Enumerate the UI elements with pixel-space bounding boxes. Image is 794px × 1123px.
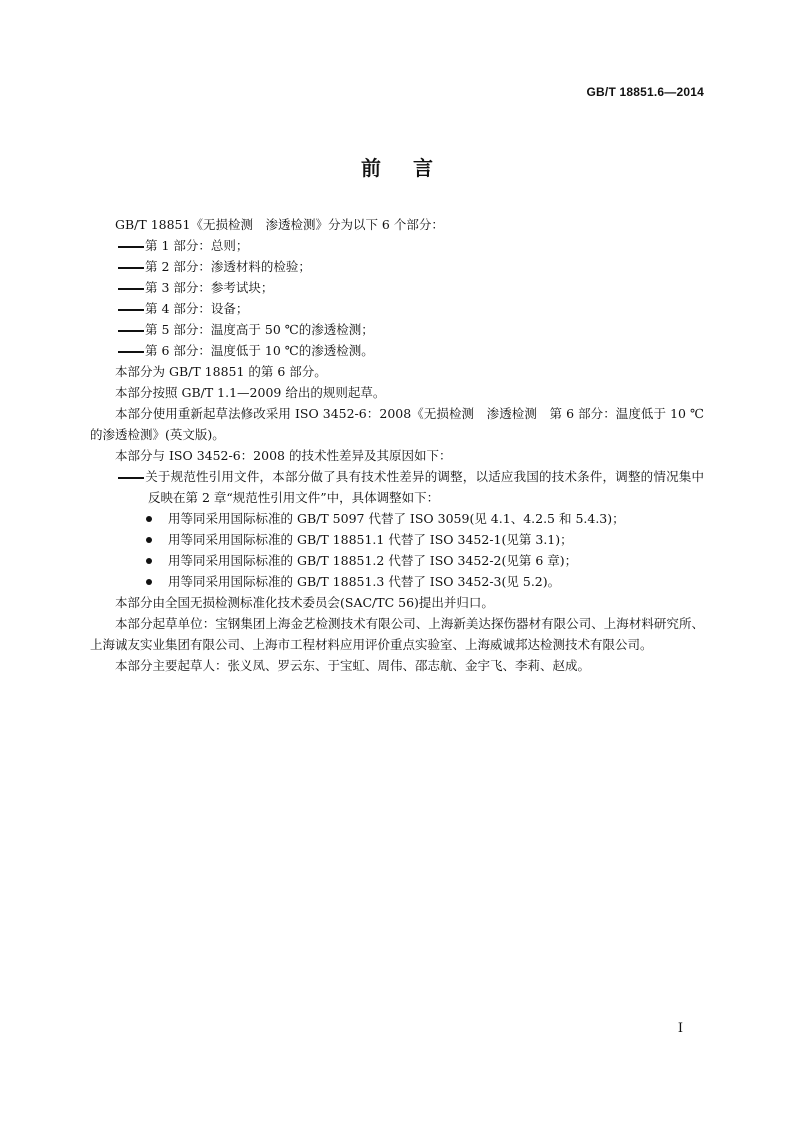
part-item xyxy=(90,319,704,340)
adjustment-item xyxy=(90,508,704,529)
proposed-by-paragraph: 本部分由全国无损检测标准化技术委员会(SAC/TC 56)提出并归口。 xyxy=(115,595,494,610)
part-item xyxy=(90,298,704,319)
standard-code: GB/T 18851.6—2014 xyxy=(586,85,704,99)
adjustment-item xyxy=(90,550,704,571)
dash-icon xyxy=(118,351,144,353)
page-number: I xyxy=(677,1021,683,1036)
bullet-icon xyxy=(146,579,152,585)
drafters-paragraph: 本部分主要起草人：张义凤、罗云东、于宝虹、周伟、邵志航、金宇飞、李莉、赵成。 xyxy=(115,658,591,673)
part-item-text: 第 1 部分：总则； xyxy=(145,238,249,253)
adjustment-item xyxy=(90,571,704,592)
part-of-paragraph: 本部分为 GB/T 18851 的第 6 部分。 xyxy=(115,364,327,379)
page-title: 前言 xyxy=(361,156,465,180)
adjustment-text: 用等同采用国际标准的 GB/T 18851.3 代替了 ISO 3452-3(见 5.2)。 xyxy=(168,574,561,589)
dash-icon xyxy=(118,246,144,248)
adjustment-text: 用等同采用国际标准的 GB/T 18851.2 代替了 ISO 3452-2(见第 6 章)； xyxy=(168,553,578,568)
adoption-paragraph: 本部分使用重新起草法修改采用 ISO 3452-6：2008《无损检测 渗透检测 第 6 部分：温度低于 10 ℃的渗透检测》(英文版)。 xyxy=(90,406,704,442)
part-item xyxy=(90,340,704,361)
dash-icon xyxy=(118,288,144,290)
bullet-icon xyxy=(146,516,152,522)
drafting-units-paragraph: 本部分起草单位：宝钢集团上海金艺检测技术有限公司、上海新美达探伤器材有限公司、上海材料研究所、上海诚友实业集团有限公司、上海市工程材料应用评价重点实验室、上海威诚邦达检测技术有限公司。 xyxy=(90,616,704,652)
part-item xyxy=(90,235,704,256)
part-item-text: 第 2 部分：渗透材料的检验； xyxy=(145,259,311,274)
differences-dash-item xyxy=(90,466,704,508)
part-item xyxy=(90,256,704,277)
adjustment-text: 用等同采用国际标准的 GB/T 18851.1 代替了 ISO 3452-1(见第 3.1)； xyxy=(168,532,573,547)
part-item-text: 第 6 部分：温度低于 10 ℃的渗透检测。 xyxy=(145,343,374,358)
bullet-icon xyxy=(146,558,152,564)
dash-icon xyxy=(118,267,144,269)
part-item-text: 第 4 部分：设备； xyxy=(145,301,249,316)
bullet-icon xyxy=(146,537,152,543)
part-item-text: 第 3 部分：参考试块； xyxy=(145,280,274,295)
part-item xyxy=(90,277,704,298)
drafting-rules-paragraph: 本部分按照 GB/T 1.1—2009 给出的规则起草。 xyxy=(115,385,386,400)
intro-paragraph: GB/T 18851《无损检测 渗透检测》分为以下 6 个部分： xyxy=(115,217,444,232)
differences-dash-text: 关于规范性引用文件，本部分做了具有技术性差异的调整，以适应我国的技术条件，调整的情况集中反映在第 2 章“规范性引用文件”中，具体调整如下： xyxy=(145,469,704,505)
dash-icon xyxy=(118,309,144,311)
adjustment-text: 用等同采用国际标准的 GB/T 5097 代替了 ISO 3059(见 4.1、4.2.5 和 5.4.3)； xyxy=(168,511,625,526)
foreword-body xyxy=(90,214,704,676)
differences-intro-paragraph: 本部分与 ISO 3452-6：2008 的技术性差异及其原因如下： xyxy=(115,448,452,463)
adjustment-item xyxy=(90,529,704,550)
dash-icon xyxy=(118,477,144,479)
part-item-text: 第 5 部分：温度高于 50 ℃的渗透检测； xyxy=(145,322,374,337)
dash-icon xyxy=(118,330,144,332)
